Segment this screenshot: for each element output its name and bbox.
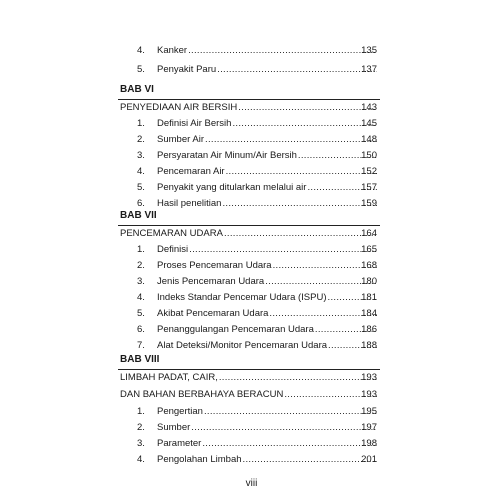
entry-title: Hasil penelitian bbox=[157, 198, 222, 209]
chapter-heading: BAB VIII bbox=[120, 354, 160, 365]
entry-page: 180 bbox=[361, 276, 377, 287]
entry-page: 188 bbox=[361, 340, 377, 351]
entry-title: PENCEMARAN UDARA bbox=[120, 228, 223, 239]
entry-number: 3. bbox=[137, 150, 145, 161]
entry-title: Definisi Air Bersih bbox=[157, 118, 232, 129]
entry-number: 6. bbox=[137, 198, 145, 209]
toc-entry bbox=[0, 405, 503, 419]
entry-page: 198 bbox=[361, 438, 377, 449]
entry-number: 1. bbox=[137, 244, 145, 255]
entry-title: Jenis Pencemaran Udara bbox=[157, 276, 265, 287]
entry-page: 159 bbox=[361, 198, 377, 209]
entry-title: Penyakit yang ditularkan melalui air bbox=[157, 182, 307, 193]
chapter-title-entry bbox=[0, 371, 503, 385]
divider bbox=[118, 99, 380, 100]
entry-title: LIMBAH PADAT, CAIR, bbox=[120, 372, 218, 383]
entry-title: Definisi bbox=[157, 244, 189, 255]
toc-entry bbox=[0, 243, 503, 257]
toc-entry bbox=[0, 291, 503, 305]
chapter-heading: BAB VI bbox=[120, 84, 154, 95]
toc-entry bbox=[0, 197, 503, 211]
entry-title: Persyaratan Air Minum/Air Bersih bbox=[157, 150, 297, 161]
toc-entry bbox=[0, 181, 503, 195]
entry-page: 157 bbox=[361, 182, 377, 193]
toc-entry bbox=[0, 323, 503, 337]
chapter-title-entry bbox=[0, 101, 503, 115]
entry-number: 1. bbox=[137, 118, 145, 129]
entry-number: 5. bbox=[137, 182, 145, 193]
entry-title: Akibat Pencemaran Udara bbox=[157, 308, 269, 319]
entry-page: 148 bbox=[361, 134, 377, 145]
entry-page: 165 bbox=[361, 244, 377, 255]
entry-title: Kanker bbox=[157, 45, 188, 56]
toc-entry bbox=[0, 44, 503, 58]
entry-number: 6. bbox=[137, 324, 145, 335]
entry-page: 164 bbox=[361, 228, 377, 239]
entry-page: 135 bbox=[361, 45, 377, 56]
entry-title: Penanggulangan Pencemaran Udara bbox=[157, 324, 314, 335]
entry-number: 2. bbox=[137, 134, 145, 145]
entry-page: 168 bbox=[361, 260, 377, 271]
entry-number: 5. bbox=[137, 64, 145, 75]
chapter-heading: BAB VII bbox=[120, 210, 157, 221]
entry-number: 3. bbox=[137, 276, 145, 287]
toc-entry bbox=[0, 339, 503, 353]
entry-title: Pencemaran Air bbox=[157, 166, 225, 177]
chapter-title-entry bbox=[0, 227, 503, 241]
entry-title: Alat Deteksi/Monitor Pencemaran Udara bbox=[157, 340, 328, 351]
entry-number: 1. bbox=[137, 406, 145, 417]
entry-number: 4. bbox=[137, 292, 145, 303]
entry-page: 193 bbox=[361, 372, 377, 383]
entry-number: 2. bbox=[137, 422, 145, 433]
entry-title: Indeks Standar Pencemar Udara (ISPU) bbox=[157, 292, 327, 303]
entry-page: 184 bbox=[361, 308, 377, 319]
entry-title: Pengertian bbox=[157, 406, 203, 417]
toc-entry bbox=[0, 307, 503, 321]
entry-number: 2. bbox=[137, 260, 145, 271]
entry-title: Penyakit Paru bbox=[157, 64, 217, 75]
entry-number: 3. bbox=[137, 438, 145, 449]
divider bbox=[118, 225, 380, 226]
entry-number: 4. bbox=[137, 45, 145, 56]
toc-entry bbox=[0, 117, 503, 131]
entry-page: 143 bbox=[361, 102, 377, 113]
entry-page: 150 bbox=[361, 150, 377, 161]
entry-page: 186 bbox=[361, 324, 377, 335]
toc-entry bbox=[0, 259, 503, 273]
entry-title: Sumber Air bbox=[157, 134, 204, 145]
entry-number: 5. bbox=[137, 308, 145, 319]
divider bbox=[118, 369, 380, 370]
toc-entry bbox=[0, 133, 503, 147]
entry-number: 4. bbox=[137, 454, 145, 465]
toc-entry bbox=[0, 63, 503, 77]
entry-title: Proses Pencemaran Udara bbox=[157, 260, 272, 271]
entry-title: Pengolahan Limbah bbox=[157, 454, 242, 465]
entry-page: 201 bbox=[361, 454, 377, 465]
entry-number: 4. bbox=[137, 166, 145, 177]
entry-number: 7. bbox=[137, 340, 145, 351]
entry-title: Parameter bbox=[157, 438, 202, 449]
entry-title: Sumber bbox=[157, 422, 191, 433]
toc-entry bbox=[0, 453, 503, 467]
entry-page: 197 bbox=[361, 422, 377, 433]
entry-title: PENYEDIAAN AIR BERSIH bbox=[120, 102, 238, 113]
entry-page: 152 bbox=[361, 166, 377, 177]
toc-entry bbox=[0, 149, 503, 163]
entry-page: 181 bbox=[361, 292, 377, 303]
toc-entry bbox=[0, 421, 503, 435]
entry-page: 195 bbox=[361, 406, 377, 417]
page-number: viii bbox=[245, 478, 258, 489]
toc-entry bbox=[0, 165, 503, 179]
toc-entry bbox=[0, 275, 503, 289]
entry-page: 193 bbox=[361, 389, 377, 400]
entry-page: 145 bbox=[361, 118, 377, 129]
toc-entry bbox=[0, 437, 503, 451]
entry-title: DAN BAHAN BERBAHAYA BERACUN bbox=[120, 389, 284, 400]
entry-page: 137 bbox=[361, 64, 377, 75]
chapter-title-entry bbox=[0, 388, 503, 402]
